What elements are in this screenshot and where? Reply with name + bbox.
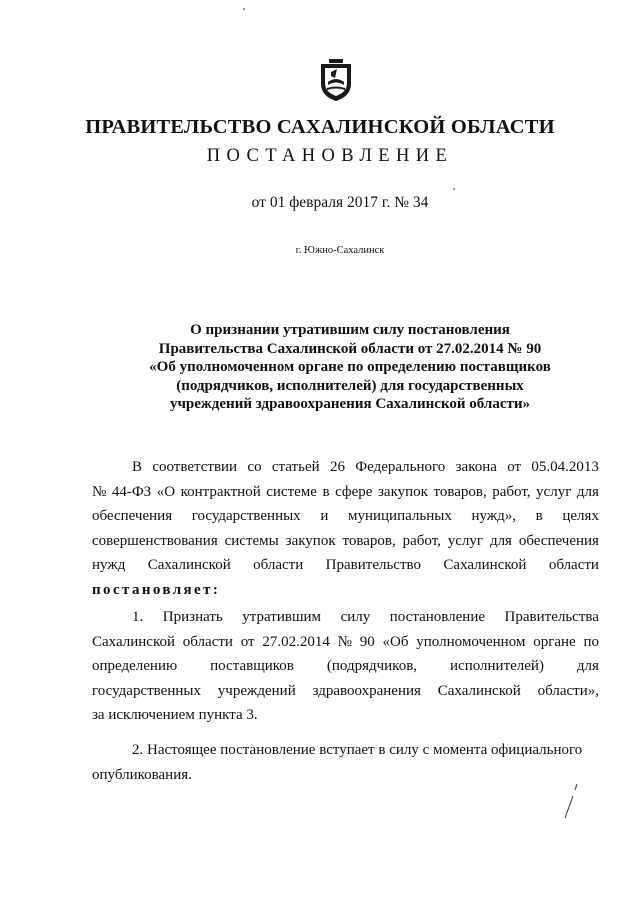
text-line — [92, 605, 599, 630]
document-city: г. Южно-Сахалинск — [295, 245, 385, 256]
word: Правительство — [325, 557, 422, 573]
word: обеспечения — [92, 508, 173, 524]
text-line — [92, 738, 599, 763]
word: поставщиков — [210, 658, 294, 674]
word: по — [583, 633, 599, 650]
word: уполномоченном — [416, 633, 526, 650]
text-line — [92, 679, 599, 704]
text-span: опубликования. — [92, 766, 192, 783]
text-line — [92, 703, 599, 728]
document-type: ПОСТАНОВЛЕНИЕ — [206, 146, 454, 166]
word: учреждений — [217, 682, 296, 699]
item-2-paragraph — [92, 738, 599, 787]
word: (подрядчиков, — [326, 658, 418, 674]
text-line — [92, 630, 599, 655]
word: определению — [92, 658, 178, 674]
text-line — [92, 529, 599, 554]
word: товаров, — [433, 483, 487, 500]
word: 1. — [132, 609, 144, 625]
handwritten-mark-icon — [560, 782, 584, 822]
word: закупок — [378, 483, 428, 500]
word: работ, — [492, 483, 531, 500]
word: области — [182, 633, 233, 650]
text-span: 2. Настоящее постановление вступает в силу с момента официального — [132, 742, 583, 758]
preamble-paragraph — [92, 455, 599, 602]
word: статьей — [271, 459, 320, 475]
word: области — [548, 557, 599, 573]
word: постановление — [389, 609, 486, 625]
word: обеспечения — [518, 532, 599, 549]
word: работ, — [402, 532, 441, 549]
word: сфере — [335, 483, 373, 500]
resolves-word: постановляет: — [92, 581, 221, 598]
word: услуг — [536, 483, 572, 500]
item-1-paragraph — [92, 605, 599, 728]
word: от — [507, 459, 522, 475]
word: исполнителей) — [450, 658, 544, 674]
word: со — [247, 459, 262, 475]
word: целях — [562, 508, 599, 524]
word: 27.02.2014 — [262, 633, 330, 650]
document-subject — [90, 321, 610, 414]
word: в — [322, 483, 330, 500]
word: 90 — [359, 633, 375, 650]
word: для — [576, 483, 599, 500]
word: органе — [533, 633, 576, 650]
text-line — [92, 553, 599, 578]
text-line — [92, 455, 599, 480]
word: области», — [537, 682, 599, 699]
word: 44-ФЗ — [111, 483, 152, 500]
word: 26 — [329, 459, 345, 475]
word: услуг — [447, 532, 484, 549]
word: Сахалинской — [92, 633, 176, 650]
word: № — [92, 483, 107, 500]
word: Федерального — [355, 459, 446, 475]
word: системы — [224, 532, 279, 549]
scan-speck — [243, 8, 245, 10]
coat-of-arms-icon — [319, 58, 353, 102]
text-span: за исключением пункта 3. — [92, 707, 258, 723]
subject-line: учреждений здравоохранения Сахалинской области» — [169, 396, 531, 412]
word: здравоохранения — [312, 682, 421, 699]
word: закупок — [285, 532, 336, 549]
word: 05.04.2013 — [531, 459, 599, 475]
word: Признать — [162, 609, 223, 625]
subject-line: (подрядчиков, исполнителей) для государственных — [176, 377, 524, 394]
text-line — [92, 578, 599, 603]
word: Сахалинской — [443, 557, 527, 573]
subject-line: «Об уполномоченном органе по определению поставщиков — [149, 359, 551, 375]
word: силу — [340, 609, 371, 625]
word: системе — [266, 483, 317, 500]
word: товаров, — [342, 532, 396, 549]
word: совершенствования — [92, 532, 218, 549]
word: нужд», — [471, 508, 517, 524]
word: и — [320, 508, 329, 524]
word: утратившим — [242, 609, 322, 625]
word: нужд — [92, 557, 126, 573]
text-line — [92, 504, 599, 529]
word: «Об — [382, 633, 409, 650]
subject-line: О признании утратившим силу постановления — [190, 322, 510, 338]
government-title: ПРАВИТЕЛЬСТВО САХАЛИНСКОЙ ОБЛАСТИ — [85, 116, 555, 138]
scan-speck — [453, 188, 455, 190]
word: соответствии — [152, 459, 238, 475]
subject-line: Правительства Сахалинской области от 27.02.2014 № 90 — [158, 340, 542, 357]
document-date: от 01 февраля 2017 г. № 34 — [251, 194, 429, 211]
word: в — [535, 508, 543, 524]
word: № — [337, 633, 352, 650]
word: для — [489, 532, 512, 549]
text-line — [92, 763, 599, 788]
word: «О — [156, 483, 176, 500]
word: В — [132, 459, 143, 475]
text-line — [92, 654, 599, 679]
word: Правительства — [504, 609, 599, 625]
word: области — [253, 557, 304, 573]
word: для — [576, 658, 599, 674]
word: Сахалинской — [437, 682, 521, 699]
word: от — [240, 633, 255, 650]
word: муниципальных — [347, 508, 452, 524]
word: контрактной — [180, 483, 261, 500]
word: государственных — [92, 682, 201, 699]
word: государственных — [191, 508, 301, 524]
text-line — [92, 480, 599, 505]
word: закона — [455, 459, 497, 475]
word: Сахалинской — [147, 557, 231, 573]
